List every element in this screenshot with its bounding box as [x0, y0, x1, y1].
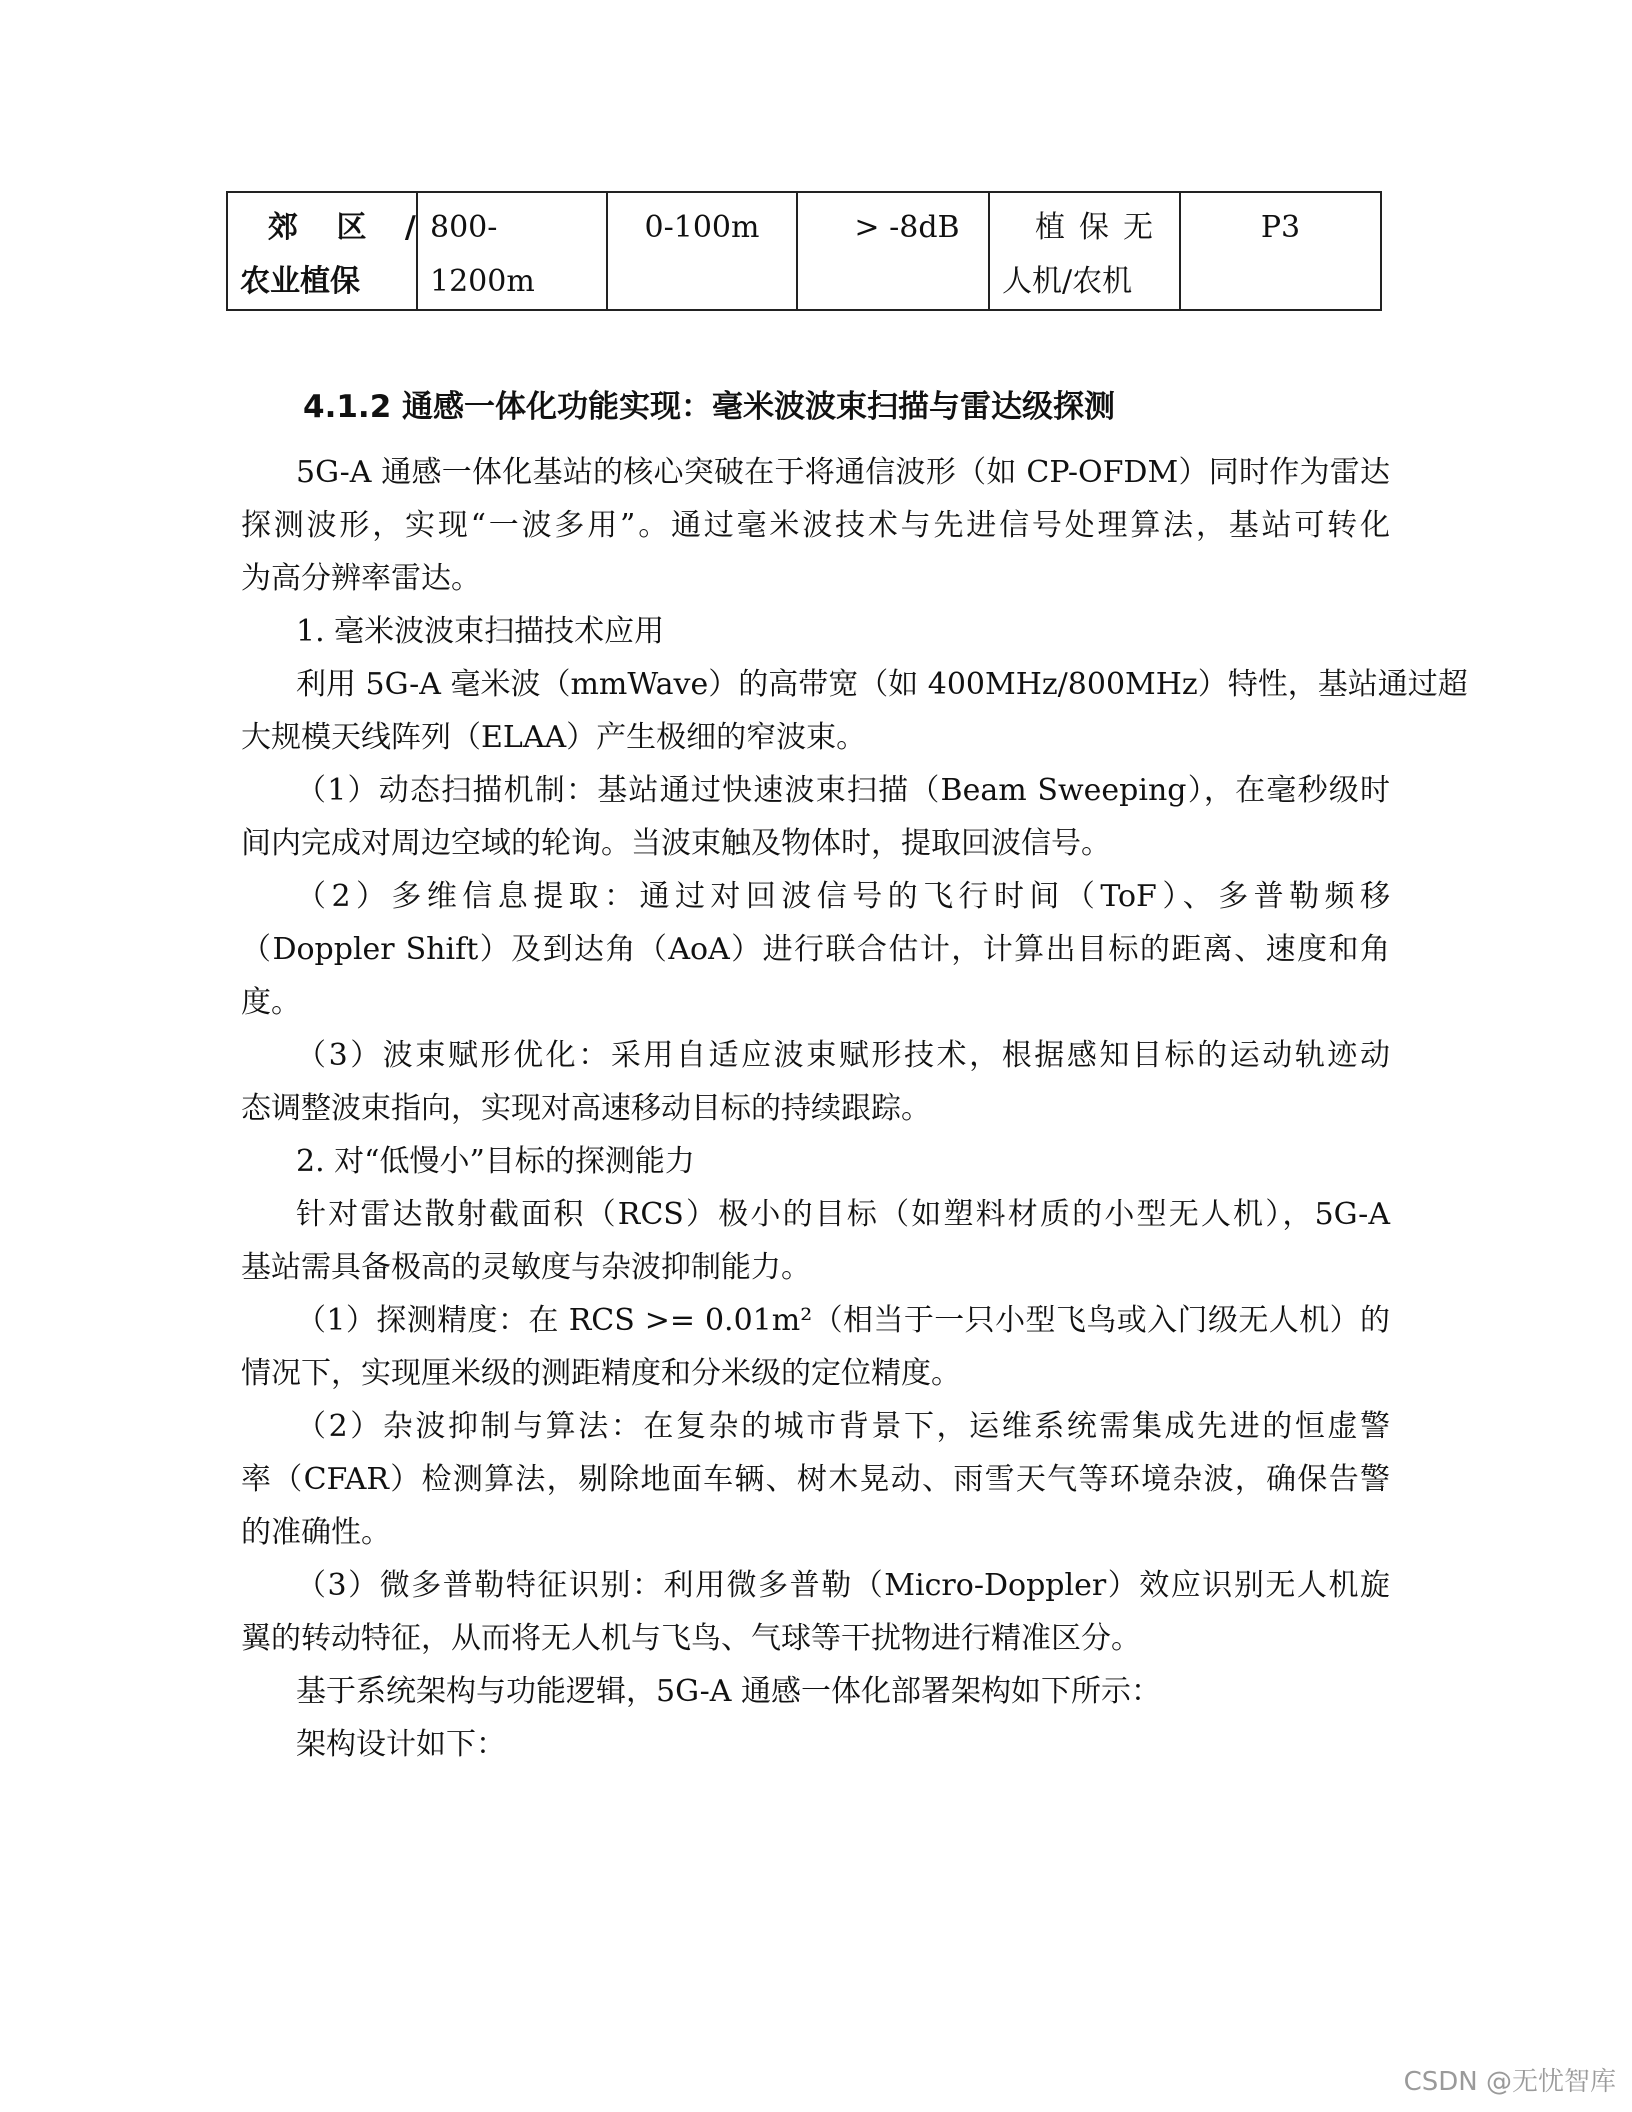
list-item-line: （2）杂波抑制与算法：在复杂的城市背景下，运维系统需集成先进的恒虚警 [296, 1409, 1390, 1444]
paragraph-line: 大规模天线阵列（ELAA）产生极细的窄波束。 [241, 720, 867, 755]
list-item-line: 率（CFAR）检测算法，剔除地面车辆、树木晃动、雨雪天气等环境杂波，确保告警 [241, 1462, 1390, 1497]
list-item-line: 态调整波束指向，实现对高速移动目标的持续跟踪。 [241, 1091, 931, 1126]
closing-line: 基于系统架构与功能逻辑，5G-A 通感一体化部署架构如下所示： [296, 1674, 1161, 1709]
intro-line: 为高分辨率雷达。 [241, 561, 481, 596]
height-cell [607, 192, 797, 310]
region-cell [227, 192, 430, 310]
list-item-line: 间内完成对周边空域的轮询。当波束触及物体时，提取回波信号。 [241, 826, 1111, 861]
target-line-1: 植保无 [1035, 210, 1167, 245]
frequency-cell [417, 192, 607, 310]
list-item-line: （3）波束赋形优化：采用自适应波束赋形技术，根据感知目标的运动轨迹动 [296, 1038, 1390, 1073]
scenario-table [226, 191, 1382, 311]
target-line-2: 人机/农机 [1002, 264, 1133, 299]
list-item-line: 的准确性。 [241, 1515, 391, 1550]
list-item-line: （3）微多普勒特征识别：利用微多普勒（Micro-Doppler）效应识别无人机旋 [296, 1568, 1390, 1603]
list-item-line: （1）探测精度：在 RCS >= 0.01m²（相当于一只小型飞鸟或入门级无人机）的 [296, 1303, 1390, 1338]
snr-value: > -8dB [854, 210, 960, 245]
target-cell [989, 192, 1180, 310]
list-item-line: 度。 [241, 985, 301, 1020]
region-line-1: 郊 区 / [268, 210, 430, 245]
list-item-line: （2）多维信息提取：通过对回波信号的飞行时间（ToF）、多普勒频移 [296, 879, 1390, 914]
region-line-2: 农业植保 [240, 264, 360, 299]
intro-line: 5G-A 通感一体化基站的核心突破在于将通信波形（如 CP-OFDM）同时作为雷达 [296, 455, 1390, 490]
frequency-line-2: 1200m [430, 264, 535, 299]
priority-cell [1180, 192, 1381, 310]
height-value: 0-100m [644, 210, 760, 245]
intro-line: 探测波形，实现“一波多用”。通过毫米波技术与先进信号处理算法，基站可转化 [241, 508, 1390, 543]
subsection-2-title: 2. 对“低慢小”目标的探测能力 [296, 1144, 695, 1179]
table-row [227, 192, 1381, 310]
list-item-line: （Doppler Shift）及到达角（AoA）进行联合估计，计算出目标的距离、速度和角 [241, 932, 1390, 967]
priority-value: P3 [1260, 210, 1301, 245]
list-item-line: 翼的转动特征，从而将无人机与飞鸟、气球等干扰物进行精准区分。 [241, 1621, 1141, 1656]
section-heading: 4.1.2 通感一体化功能实现：毫米波波束扫描与雷达级探测 [303, 389, 1116, 425]
list-item-line: 情况下，实现厘米级的测距精度和分米级的定位精度。 [241, 1356, 961, 1391]
frequency-line-1: 800- [430, 210, 498, 245]
list-item-line: （1）动态扫描机制：基站通过快速波束扫描（Beam Sweeping），在毫秒级时 [296, 773, 1390, 808]
paragraph-line: 基站需具备极高的灵敏度与杂波抑制能力。 [241, 1250, 811, 1285]
paragraph-line: 针对雷达散射截面积（RCS）极小的目标（如塑料材质的小型无人机），5G-A [296, 1197, 1390, 1232]
subsection-1-title: 1. 毫米波波束扫描技术应用 [296, 614, 665, 649]
closing-line: 架构设计如下： [296, 1727, 506, 1762]
paragraph-line: 利用 5G-A 毫米波（mmWave）的高带宽（如 400MHz/800MHz）特性，基站通过超 [296, 667, 1468, 702]
csdn-watermark: CSDN @无忧智库 [1403, 2067, 1616, 2097]
snr-cell [797, 192, 989, 310]
